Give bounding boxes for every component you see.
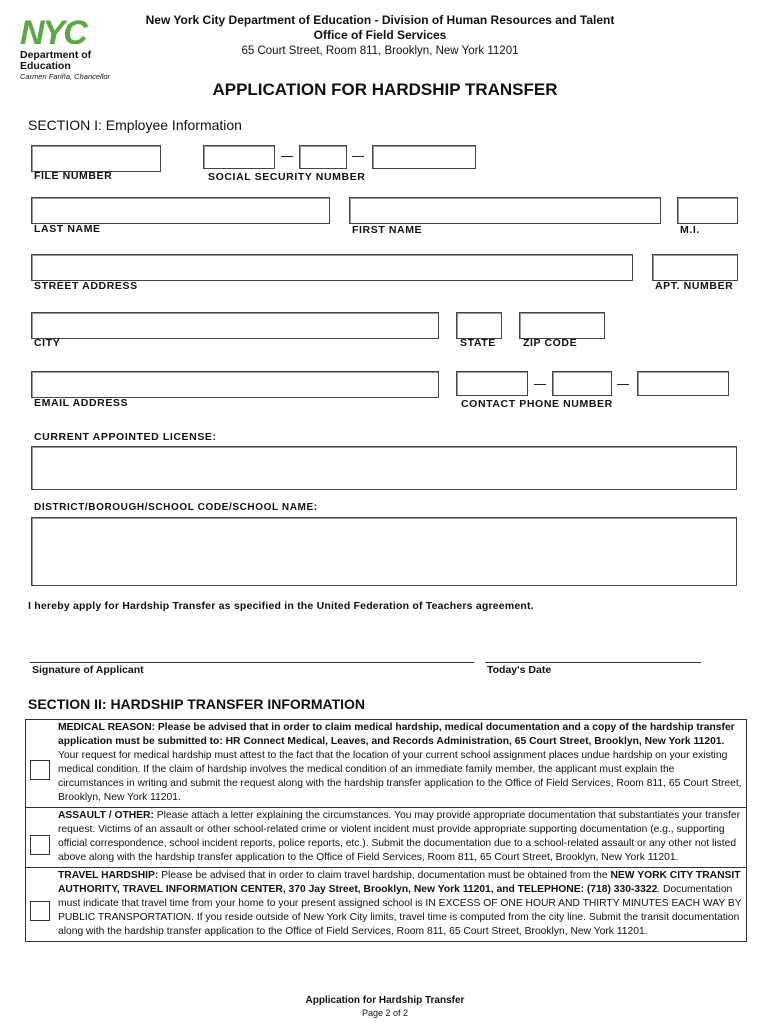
travel-checkbox[interactable] (30, 901, 50, 921)
first-name-field[interactable] (349, 197, 661, 224)
file-number-field[interactable] (31, 145, 161, 172)
license-field[interactable] (31, 446, 737, 490)
mi-label: M.I. (680, 224, 700, 236)
district-school-field[interactable] (31, 517, 737, 586)
state-field[interactable] (456, 312, 502, 339)
phone-dash-2 (617, 384, 629, 385)
mi-field[interactable] (677, 197, 738, 224)
travel-heading: TRAVEL HARDSHIP: (58, 870, 159, 881)
nyc-logo: NYC (20, 14, 86, 52)
assault-heading: ASSAULT / OTHER: (58, 810, 154, 821)
header-division: New York City Department of Education - Division of Human Resources and Talent (145, 13, 615, 27)
license-label: CURRENT APPOINTED LICENSE: (34, 431, 217, 443)
travel-lead: Please be advised that in order to claim travel hardship, documentation must be obtained from the (158, 870, 611, 881)
phone-dash-1 (534, 384, 546, 385)
assault-body: Please attach a letter explaining the circumstances. You may provide appropriate documentation that substantiates your transfer request. Victims of an assault or other school-related crime or violent incident must provide appropriate supporting documentation (e.g., supporting official correspondence, school incident reports, police reports, etc.). Submit the documentation due to a school-related assault or any other not listed above along with the hardship transfer application to the Office of Field Services, Room 811, 65 Court Street, Brooklyn, New York 11201. (58, 810, 741, 863)
apt-number-field[interactable] (652, 254, 738, 281)
city-field[interactable] (31, 312, 439, 339)
signature-label: Signature of Applicant (32, 664, 144, 676)
phone-field-1[interactable] (456, 371, 528, 396)
page-title: APPLICATION FOR HARDSHIP TRANSFER (212, 80, 558, 99)
date-line[interactable] (485, 662, 701, 663)
last-name-label: LAST NAME (34, 223, 101, 235)
phone-field-2[interactable] (552, 371, 612, 396)
phone-field-3[interactable] (637, 371, 729, 396)
medical-checkbox[interactable] (30, 760, 50, 780)
apt-number-label: APT. NUMBER (655, 280, 734, 292)
travel-row (26, 868, 746, 941)
footer-page: Page 2 of 2 (361, 1008, 409, 1018)
ssn-field-3[interactable] (372, 145, 476, 169)
city-label: CITY (34, 337, 61, 349)
header-address: 65 Court Street, Room 811, Brooklyn, New York 11201 (241, 45, 519, 57)
assault-checkbox[interactable] (30, 835, 50, 855)
travel-transit-info: NEW YORK CITY TRANSIT AUTHORITY, TRAVEL INFORMATION CENTER, 370 Jay Street, Brooklyn, New York 11201, and TELEPHONE: (718) 330-3322 (58, 870, 741, 895)
logo-department: Department of Education (20, 49, 92, 72)
email-address-label: EMAIL ADDRESS (34, 397, 129, 409)
last-name-field[interactable] (31, 197, 330, 224)
declaration-text: I hereby apply for Hardship Transfer as specified in the United Federation of Teachers agreement. (28, 600, 534, 612)
footer-title: Application for Hardship Transfer (305, 995, 465, 1006)
district-school-label: DISTRICT/BOROUGH/SCHOOL CODE/SCHOOL NAME: (34, 502, 318, 513)
ssn-field-2[interactable] (299, 145, 347, 169)
ssn-dash-1 (281, 156, 293, 157)
state-label: STATE (460, 337, 496, 349)
logo-chancellor: Carmen Fariña, Chancellor (20, 72, 111, 81)
header-office: Office of Field Services (313, 28, 447, 42)
zip-code-label: ZIP CODE (523, 337, 578, 349)
street-address-label: STREET ADDRESS (34, 280, 138, 292)
street-address-field[interactable] (31, 254, 633, 281)
medical-heading: MEDICAL REASON: Please be advised that in order to claim medical hardship, medical documentation and a copy of the hardship transfer application must be submitted to: HR Connect Medical, Leaves, and Records Administration, 65 Court Street, Brooklyn, New York 11201. (58, 722, 735, 747)
file-number-label: FILE NUMBER (34, 170, 113, 182)
hardship-options-table (25, 719, 747, 942)
ssn-field-1[interactable] (203, 145, 275, 169)
section1-heading: SECTION I: Employee Information (28, 117, 242, 133)
ssn-label: SOCIAL SECURITY NUMBER (208, 171, 366, 183)
email-address-field[interactable] (31, 371, 439, 398)
medical-row (26, 720, 746, 808)
zip-code-field[interactable] (519, 312, 605, 339)
assault-row (26, 808, 746, 868)
ssn-dash-2 (352, 156, 364, 157)
signature-line[interactable] (30, 662, 474, 663)
section2-heading: SECTION II: HARDSHIP TRANSFER INFORMATION (28, 696, 366, 712)
first-name-label: FIRST NAME (352, 224, 423, 236)
medical-body: Your request for medical hardship must attest to the fact that the location of your current school assignment places undue hardship on your existing medical condition. If the claim of hardship involves the medical condition of an immediate family member, the applicant must explain the circumstances in writing and submit the request along with the hardship transfer application to the Office of Field Services, Room 811, 65 Court Street, Brooklyn, New York 11201. (58, 750, 742, 803)
travel-body: . Documentation must indicate that travel time from your home to your present assigned school is IN EXCESS OF ONE HOUR AND THIRTY MINUTES EACH WAY BY PUBLIC TRANSPORTATION. If you reside outside of New York City limits, travel time is computed from the city line. Submit the transit documentation along with the hardship transfer application to the Office of Field Services, Room 811, 65 Court Street, Brooklyn, New York 11201. (58, 884, 742, 937)
contact-phone-label: CONTACT PHONE NUMBER (461, 398, 613, 410)
date-label: Today's Date (487, 664, 552, 676)
